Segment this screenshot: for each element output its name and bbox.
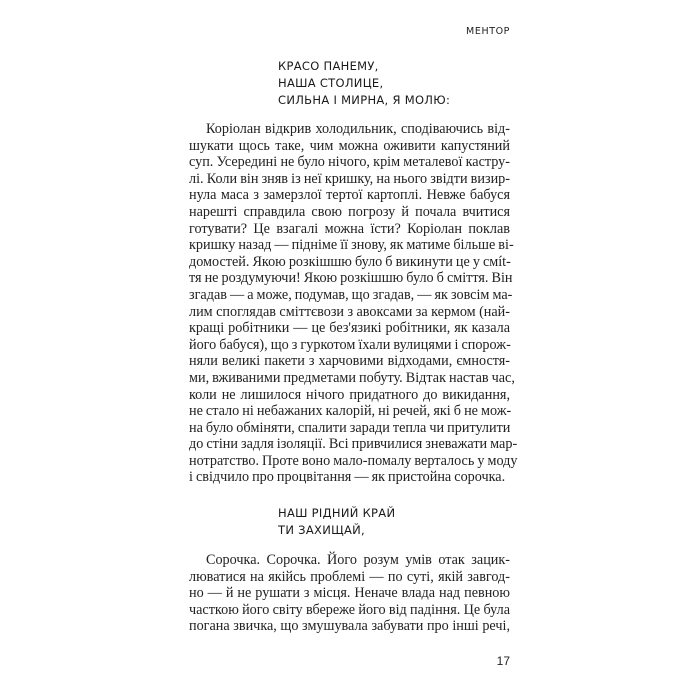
verse-line: НАША СТОЛИЦЕ, <box>278 76 384 90</box>
paragraph-1 <box>189 121 518 486</box>
text-line: тя не роздумуючи! Якою розкішшю було б сміття. Він <box>189 270 513 287</box>
text-line: люватися на якійсь проблемі — по суті, якій завгод- <box>189 568 510 585</box>
verse-line: НАШ РІДНИЙ КРАЙ <box>278 506 396 520</box>
verse-line: ТИ ЗАХИЩАЙ, <box>278 523 366 537</box>
text-line: погана звичка, що змушувала забувати про інші речі, <box>189 618 510 635</box>
text-line: нула маса з замерзлої тертої картоплі. Невже бабуся <box>189 187 510 204</box>
paragraph-2 <box>189 552 510 635</box>
text-line: Коріолан відкрив холодильник, сподіваючись від- <box>206 121 510 137</box>
text-line: згадав — а може, подумав, що згадав, — як зовсім ма- <box>189 286 513 303</box>
text-line: Сорочка. Сорочка. Його розум умів отак зацик- <box>206 552 510 568</box>
text-line: нарешті справдила свою погрозу й почала вчитися <box>189 203 510 220</box>
text-line: шукати щось таке, чим можна оживити капустяний <box>189 137 510 154</box>
text-line: но — й не рушати з місця. Неначе влада над певною <box>189 585 510 602</box>
text-line: його бабуся), що з гуркотом їхали вулицями і спорож- <box>189 336 511 353</box>
text-line: нотратство. Проте воно мало-помалу верталось у моду <box>189 452 518 469</box>
text-line: на було обміняти, спалити заради тепла чи притулити <box>189 419 511 436</box>
text-line: до стіни задля ізоляції. Всі привчилися зневажати мар- <box>189 436 518 453</box>
running-header: МЕНТОР <box>466 26 510 37</box>
text-line: не стало ні небажаних калорій, ні речей, які б не мож- <box>189 403 512 420</box>
text-line: часткою його світу вбереже його від падіння. Це була <box>189 601 510 618</box>
page-number: 17 <box>496 654 510 668</box>
verse-line: КРАСО ПАНЕМУ, <box>278 59 379 73</box>
text-line: суп. Усередині не було нічого, крім металевої кастру- <box>189 154 510 171</box>
text-line: няли великі пакети з харчовими відходами, ємностя- <box>189 353 510 370</box>
anthem-verse-2 <box>278 505 395 539</box>
text-line: лі. Коли він зняв із неї кришку, на нього звідти визир- <box>189 170 510 187</box>
text-line: готувати? Це взагалі можна їсти? Коріолан поклав <box>189 220 510 237</box>
text-line: і свідчило про процвітання — як пристойна сорочка. <box>189 469 506 486</box>
text-line: коли не лишилося нічого придатного до викидання, <box>189 386 510 403</box>
verse-line: СИЛЬНА І МИРНА, Я МОЛЮ: <box>278 93 451 107</box>
text-line: лим споглядав сміттєвози з авоксами за кермом (най- <box>189 303 510 320</box>
anthem-verse-1 <box>278 58 450 109</box>
text-line: кришку назад — підніме її знову, як матиме більше ві- <box>189 237 514 254</box>
text-line: ми, вживаними предметами побуту. Відтак настав час, <box>189 369 515 386</box>
text-line: домостей. Якою розкішшю було б викинути це у смít- <box>189 253 511 270</box>
text-line: кращі робітники — це без'язикі робітники, як казала <box>189 320 510 337</box>
